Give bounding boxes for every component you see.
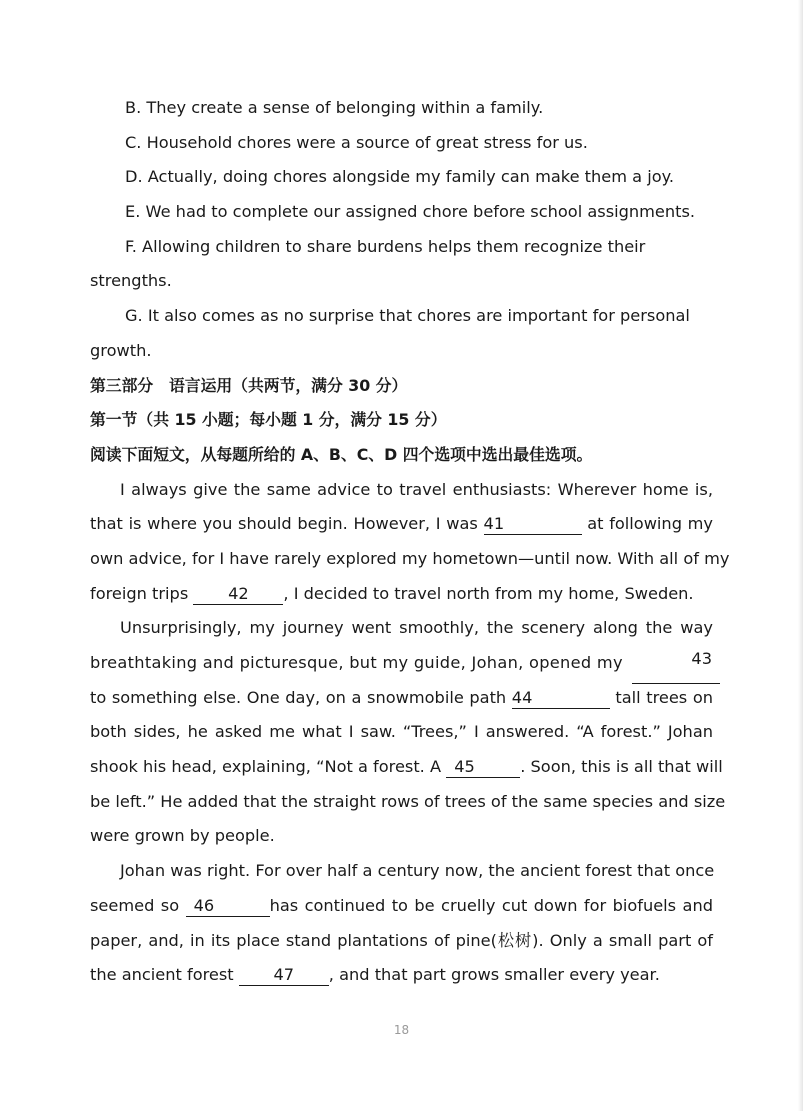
passage-p2-line-1: Unsurprisingly, my journey went smoothly, the scenery along the way bbox=[120, 618, 713, 638]
page-content bbox=[90, 94, 730, 996]
passage-p2-line-4: both sides, he asked me what I saw. “Trees,” I answered. “A forest.” Johan bbox=[90, 722, 713, 742]
passage-text: has continued to be cruelly cut down for biofuels and bbox=[269, 895, 713, 915]
passage-text: , and that part grows smaller every year. bbox=[328, 965, 660, 985]
passage-p3-line-1: Johan was right. For over half a century now, the ancient forest that once bbox=[120, 861, 715, 881]
instruction: 阅读下面短文，从每题所给的 A、B、C、D 四个选项中选出最佳选项。 bbox=[90, 444, 593, 464]
passage-text: to something else. One day, on a snowmobile path bbox=[90, 687, 507, 707]
passage-p3-line-3: paper, and, in its place stand plantations of pine(松树). Only a small part of bbox=[90, 930, 713, 950]
passage-text: foreign trips bbox=[90, 583, 189, 603]
blank-46[interactable]: 46 bbox=[186, 896, 270, 917]
passage-text: the ancient forest bbox=[90, 965, 234, 985]
passage-text: . Soon, this is all that will bbox=[520, 757, 723, 777]
option-f-line-1: F. Allowing children to share burdens helps them recognize their bbox=[125, 236, 646, 256]
option-e: E. We had to complete our assigned chore before school assignments. bbox=[125, 202, 696, 222]
passage-text: , I decided to travel north from my home, Sweden. bbox=[283, 583, 694, 603]
page-number: 18 bbox=[393, 1023, 410, 1037]
passage-text: at following my bbox=[587, 514, 714, 534]
passage-text: that is where you should begin. However, I was bbox=[90, 514, 478, 534]
passage-p2-line-3 bbox=[90, 684, 713, 719]
option-g-line-2: growth. bbox=[90, 340, 152, 360]
blank-47[interactable]: 47 bbox=[239, 965, 329, 986]
passage-p1-line-4 bbox=[90, 580, 713, 615]
section-title: 第一节（共 15 小题；每小题 1 分，满分 15 分） bbox=[90, 410, 447, 430]
passage-p2-line-7: were grown by people. bbox=[90, 826, 275, 846]
option-g-line-1: G. It also comes as no surprise that chores are important for personal bbox=[125, 306, 690, 326]
passage-p1-line-3: own advice, for I have rarely explored my hometown—until now. With all of my bbox=[90, 548, 730, 568]
option-f-line-2: strengths. bbox=[90, 271, 172, 291]
part-title: 第三部分 语言运用（共两节，满分 30 分） bbox=[90, 375, 408, 395]
blank-43[interactable]: 43 bbox=[632, 649, 720, 684]
option-c: C. Household chores were a source of great stress for us. bbox=[125, 132, 588, 152]
passage-text: tall trees on bbox=[615, 687, 713, 707]
page-edge-shadow bbox=[798, 0, 803, 1111]
passage-p3-line-4 bbox=[90, 961, 713, 996]
passage-p2-line-5 bbox=[90, 753, 723, 788]
passage-text: seemed so bbox=[90, 895, 180, 915]
blank-42[interactable]: 42 bbox=[193, 584, 283, 605]
blank-41[interactable]: 41 bbox=[484, 514, 582, 535]
passage-p2-line-2 bbox=[90, 649, 720, 684]
passage-p1-line-2 bbox=[90, 510, 713, 545]
blank-44[interactable]: 44 bbox=[512, 688, 610, 709]
option-d: D. Actually, doing chores alongside my family can make them a joy. bbox=[125, 167, 675, 187]
option-b: B. They create a sense of belonging within a family. bbox=[125, 98, 544, 117]
passage-p3-line-2 bbox=[90, 892, 713, 927]
passage-text: breathtaking and picturesque, but my guide, Johan, opened my bbox=[90, 653, 623, 672]
passage-p1-line-1: I always give the same advice to travel enthusiasts: Wherever home is, bbox=[120, 479, 713, 499]
passage-p2-line-6: be left.” He added that the straight rows of trees of the same species and size bbox=[90, 791, 726, 811]
passage-text: shook his head, explaining, “Not a forest. A bbox=[90, 757, 442, 777]
blank-45[interactable]: 45 bbox=[446, 757, 520, 778]
